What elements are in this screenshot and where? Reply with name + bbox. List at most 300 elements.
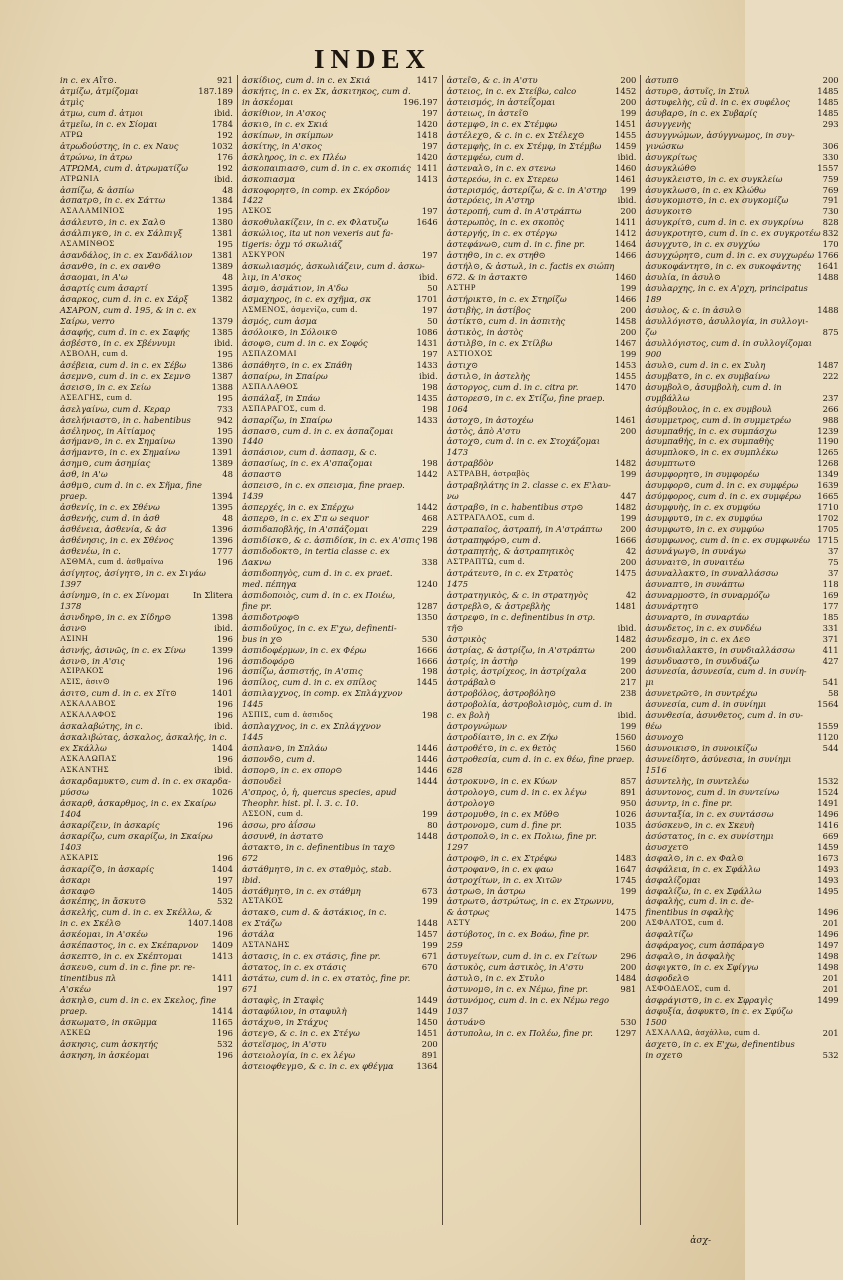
index-term: 1422: [241, 195, 264, 206]
index-term: ἀσκελής, cum d. in c. ex Σκέλλω, &: [60, 907, 213, 918]
page-reference: 192: [216, 162, 233, 173]
index-term: ἀστρίας, & ἀστρίζω, in Α'στράπτω: [446, 644, 595, 655]
index-term: ἀσκαλαβώτης, in c.: [60, 721, 143, 732]
index-entry: [242, 1028, 438, 1039]
page-reference: [634, 842, 636, 853]
index-entry: [60, 426, 233, 437]
index-entry: [447, 513, 637, 524]
index-term: ἀσθενέω, in c.: [60, 545, 121, 556]
page-reference: 196.197: [403, 96, 438, 107]
index-entry: [60, 130, 233, 141]
index-term: ἀστεϊσμος, in Α'στυ: [241, 1038, 327, 1049]
index-term: ΑΣΠΙΣ, cum d. ἀσπιδος: [241, 710, 333, 720]
page-reference: 1702: [817, 513, 839, 524]
index-entry: [242, 886, 438, 897]
page-reference: 1496: [817, 929, 839, 940]
index-entry: [447, 491, 637, 502]
index-entry: [60, 447, 233, 458]
index-term: ἀσυγκλειστ⊙, in c. ex συγκλείω: [645, 173, 783, 184]
page-reference: 532: [822, 1049, 839, 1060]
index-term: ἀστροδίαιτ⊙, in c. ex Ζήω: [446, 732, 558, 743]
index-term: ἀσυνδεσμ⊙, in c. ex Δε⊙: [645, 633, 751, 644]
index-term: ἀσφαλὴς, cum d. in c. de-: [645, 896, 754, 907]
index-entry: [242, 97, 438, 108]
index-term: ἀστειολογία, in c. ex λέγω: [241, 1049, 356, 1060]
page-reference: ibid.: [617, 710, 637, 721]
index-entry: [645, 864, 838, 875]
index-term: ἀστακ⊙, cum d. & ἀστάκιος, in c.: [241, 907, 387, 918]
index-entry: [645, 853, 838, 864]
index-entry: [60, 228, 233, 239]
index-entry: [447, 283, 637, 294]
index-entry: [60, 809, 233, 820]
page-reference: 185: [822, 611, 839, 622]
page-reference: [436, 546, 438, 557]
page-reference: 1418: [416, 129, 438, 140]
page-reference: 427: [822, 655, 839, 666]
index-term: ibid.: [241, 874, 261, 885]
index-entry: [242, 250, 438, 261]
index-entry: [242, 798, 438, 809]
index-entry: [242, 316, 438, 327]
page-reference: [436, 185, 438, 196]
page-reference: 296: [620, 951, 637, 962]
page-reference: [837, 765, 839, 776]
index-entry: [447, 316, 637, 327]
index-entry: [645, 1039, 838, 1050]
page-reference: 118: [822, 578, 839, 589]
index-term: ἀσκώλιος, ita ut non vexeris aut fa-: [241, 228, 394, 239]
index-term: 1297: [446, 841, 469, 852]
index-term: ἀσοφ⊙, cum d. in c. ex Σοφός: [241, 337, 368, 348]
page-reference: 1404: [211, 743, 233, 754]
index-term: ἀσκωματ⊙, in σκῶμμα: [60, 1016, 158, 1027]
index-entry: [645, 940, 838, 951]
page-reference: 1035: [615, 819, 637, 830]
index-entry: [447, 338, 637, 349]
index-entry: [645, 130, 838, 141]
index-entry: [447, 535, 637, 546]
index-entry: [60, 929, 233, 940]
page-reference: [837, 382, 839, 393]
index-term: ἀσυγγενὴς: [645, 118, 692, 129]
index-term: ἀσαφής, cum d. in c. ex Σαφής: [60, 326, 190, 337]
index-entry: [242, 469, 438, 480]
index-term: ἀσπιδίσκ⊙, & c. ἀσπιδίσκ, in c. ex Α'σπις: [241, 535, 420, 546]
index-entry: [645, 294, 838, 305]
index-term: ΑΣΙΡΑΚΟΣ: [60, 666, 105, 676]
index-entry: [60, 316, 233, 327]
index-term: ἀσυγχυτ⊙, in c. ex συγχύω: [645, 239, 760, 250]
index-term: ἀσυνταξία, in c. ex συντάσσω: [645, 808, 774, 819]
index-entry: [242, 217, 438, 228]
index-entry: [447, 634, 637, 645]
index-entry: [645, 732, 838, 743]
index-term: ἀστάλα: [241, 929, 275, 940]
page-reference: [436, 239, 438, 250]
page-reference: 1485: [817, 85, 839, 96]
index-term: ἀσυντελὴς, in συντελέω: [645, 776, 749, 786]
index-term: ἀσκοφορητ⊙, in comp. ex Σκόρδον: [241, 184, 390, 195]
index-term: ἀσπιδοποιὸς, cum d. in c. ex Ποιέω,: [241, 589, 396, 600]
index-entry: [447, 393, 637, 404]
page-reference: 1482: [615, 502, 637, 513]
index-term: ἀσυσχετ⊙: [645, 841, 689, 852]
index-term: & ἀστρως: [446, 907, 490, 918]
index-entry: [645, 842, 838, 853]
index-entry: [447, 590, 637, 601]
index-term: ἀσπλαν⊙, in Σπλάω: [241, 743, 328, 754]
index-entry: [447, 294, 637, 305]
index-term: ἀστροβολία, ἀστροβολισμὸς, cum d. in: [446, 699, 613, 710]
page-reference: [436, 864, 438, 875]
page-reference: 544: [822, 743, 839, 754]
index-term: ἀσκωλιασμός, ἀσκωλιάζειν, cum d. ἀσκω-: [241, 261, 425, 272]
index-term: ἀσκίτης, in Α'σκος: [241, 140, 322, 151]
index-entry: [645, 338, 838, 349]
page-reference: [436, 973, 438, 984]
index-term: ἀσυγκρίτ⊙, cum d. in c. ex συγκρίνω: [645, 217, 804, 228]
index-entry: [242, 294, 438, 305]
index-term: ἀσυνεσία, cum d. in συνίημι: [645, 699, 767, 710]
index-term: ἀσυμπαθὴς, in c. ex συμπαθὴς: [645, 436, 774, 447]
index-entry: [60, 634, 233, 645]
page-reference: [436, 984, 438, 995]
index-term: ΑΤΡΩΝΙΑ: [60, 173, 100, 183]
index-entry: [60, 436, 233, 447]
page-reference: 1389: [211, 261, 233, 272]
index-entry: [645, 875, 838, 886]
index-term: ἀσκέπης, in ἄσκυτ⊙: [60, 896, 147, 907]
page-reference: [436, 436, 438, 447]
index-term: ἀσανθ⊙, in c. ex σανθ⊙: [60, 261, 162, 272]
index-entry: [60, 152, 233, 163]
page-reference: 198: [421, 710, 438, 721]
page-reference: 1442: [416, 502, 438, 513]
index-entry: [447, 831, 637, 842]
index-entry: [645, 524, 838, 535]
index-term: ἀσπάλαξ, in Σπάω: [241, 392, 321, 403]
index-entry: [645, 349, 838, 360]
page-reference: 1399: [211, 644, 233, 655]
index-term: ἀσυνδετος, in c. ex συνδέω: [645, 622, 762, 633]
index-entry: [242, 875, 438, 886]
index-entry: [447, 776, 637, 787]
page-reference: 201: [822, 984, 839, 995]
index-term: ἀστυπολω, in c. ex Πολέω, fine pr.: [446, 1027, 593, 1038]
page-reference: 1460: [615, 272, 637, 283]
index-entry: [645, 195, 838, 206]
index-entry: [447, 940, 637, 951]
page-reference: [436, 480, 438, 491]
index-entry: [242, 119, 438, 130]
page-reference: 197: [421, 206, 438, 217]
index-entry: [447, 272, 637, 283]
index-term: ἀσύστατος, in c. ex συνίστημι: [645, 830, 774, 841]
page-reference: [837, 338, 839, 349]
page-reference: [634, 1006, 636, 1017]
page-reference: 229: [421, 524, 438, 535]
page-reference: [231, 305, 233, 316]
page-reference: 198: [421, 381, 438, 392]
index-term: ἀστρολογ⊙: [446, 797, 496, 808]
index-entry: [645, 820, 838, 831]
page-reference: [837, 1017, 839, 1028]
index-entry: [60, 1050, 233, 1061]
index-entry: [447, 382, 637, 393]
index-term: ἀσυλ⊙, cum d. in c. ex Συλη: [645, 359, 766, 370]
index-term: ἀσπιδοπηγὸς, cum d. in c. ex praet.: [241, 567, 393, 578]
index-entry: [645, 765, 838, 776]
page-reference: [634, 436, 636, 447]
index-entry: [60, 688, 233, 699]
index-entry: [645, 896, 838, 907]
page-reference: 196: [216, 666, 233, 677]
index-entry: [60, 206, 233, 217]
index-term: 259: [446, 940, 463, 951]
index-entry: [242, 338, 438, 349]
index-entry: [447, 787, 637, 798]
index-entry: [242, 1050, 438, 1061]
index-entry: [242, 907, 438, 918]
index-entry: [645, 447, 838, 458]
page-reference: [634, 393, 636, 404]
index-entry: [447, 918, 637, 929]
page-reference: 1414: [211, 1006, 233, 1017]
page-reference: 1381: [211, 250, 233, 261]
page-reference: [634, 754, 636, 765]
index-entry: [60, 842, 233, 853]
index-entry: [242, 360, 438, 371]
index-term: ἀσφαλίζομαι: [645, 874, 701, 885]
page-reference: 1450: [416, 1016, 438, 1027]
index-entry: [242, 688, 438, 699]
index-term: ΑΣΚΕΩ: [60, 1027, 91, 1037]
page-reference: 1391: [211, 447, 233, 458]
index-term: Theophr. hist. pl. l. 3. c. 10.: [241, 797, 359, 808]
index-term: ἀσβέστ⊙, in c. ex Σβέννυμι: [60, 337, 176, 348]
page-reference: 195: [216, 425, 233, 436]
page-reference: 197: [421, 107, 438, 118]
index-entry: [60, 677, 233, 688]
index-term: ἀστὸς, ἀπὸ Α'στυ: [446, 425, 521, 436]
index-term: ἀσκαρίζω, cum σκαρίζω, in Σκαίρω: [60, 830, 213, 841]
index-term: ἀστέλεχ⊙, & c. in c. ex Στέλεχ⊙: [446, 129, 585, 140]
index-entry: [645, 743, 838, 754]
index-term: ΑΣΦΑΛΤΟΣ, cum d.: [645, 918, 725, 928]
page-reference: 195: [216, 206, 233, 217]
index-term: ἀστεροπή, cum d. in Α'στράπτω: [446, 206, 582, 217]
index-entry: [645, 185, 838, 196]
page-reference: 1665: [817, 491, 839, 502]
index-entry: [645, 579, 838, 590]
page-reference: 196: [216, 1049, 233, 1060]
index-entry: [60, 272, 233, 283]
index-entry: [447, 798, 637, 809]
index-entry: [242, 535, 438, 546]
index-entry: [447, 557, 637, 568]
index-entry: [645, 929, 838, 940]
index-entry: [60, 97, 233, 108]
index-entry: [645, 436, 838, 447]
index-term: ΑΣΙΝΗ: [60, 633, 89, 643]
index-entry: [447, 447, 637, 458]
page-reference: 1475: [615, 567, 637, 578]
index-entry: [447, 875, 637, 886]
index-term: ἀστειως, in ἀστεῖ⊙: [446, 107, 529, 118]
index-entry: [60, 1006, 233, 1017]
page-reference: 1349: [817, 469, 839, 480]
index-term: bus in χ⊙: [241, 633, 283, 644]
index-entry: [60, 820, 233, 831]
page-reference: 1446: [416, 765, 438, 776]
index-term: ἀσκαρδαμυκτ⊙, cum d. in c. ex σκαρδα-: [60, 776, 231, 786]
index-entry: [60, 1017, 233, 1028]
index-entry: [447, 206, 637, 217]
index-entry: [645, 557, 838, 568]
index-entry: [645, 250, 838, 261]
index-entry: [60, 579, 233, 590]
index-entry: [242, 174, 438, 185]
index-term: 1445: [241, 732, 264, 743]
page-reference: 1268: [817, 458, 839, 469]
index-term: ΑΣΚΑΝΤΗΣ: [60, 765, 110, 775]
page-reference: 199: [620, 721, 637, 732]
page-reference: 58: [827, 688, 839, 699]
page-reference: 1445: [416, 677, 438, 688]
page-reference: [231, 842, 233, 853]
page-reference: 237: [822, 392, 839, 403]
page-reference: 1666: [615, 535, 637, 546]
index-term: ἀσυλλόγιστος, cum d. in συλλογίζομαι: [645, 337, 813, 348]
page-reference: 447: [620, 491, 637, 502]
index-entry: [645, 261, 838, 272]
page-reference: 48: [222, 469, 233, 480]
index-entry: [645, 710, 838, 721]
index-term: ἀσκέομαι, in Α'σκέω: [60, 929, 148, 940]
index-term: ἀστραπαῖος, ἀστραπή, in Α'στράπτω: [446, 524, 603, 535]
index-entry: [242, 601, 438, 612]
index-entry: [447, 480, 637, 491]
index-term: ΑΣΠΑΖΟΜΑΙ: [241, 348, 297, 358]
index-term: ἀσπλαγχνος, in c. ex Σπλάγχνον: [241, 721, 381, 732]
index-term: ἀστάτω, cum d. in c. ex στατὸς, fine pr.: [241, 973, 411, 984]
index-term: ἀσφιγκτ⊙, in c. ex Σφίγγω: [645, 962, 759, 973]
page-reference: 199: [620, 283, 637, 294]
index-entry: [242, 612, 438, 623]
index-entry: [60, 875, 233, 886]
index-entry: [242, 918, 438, 929]
index-entry: [60, 491, 233, 502]
index-entry: [447, 984, 637, 995]
index-term: ἀσφαλίζω, in c. ex Σφάλλω: [645, 885, 762, 896]
page-reference: [231, 480, 233, 491]
index-term: ἀσκηση, in ἀσκέομαι: [60, 1049, 150, 1060]
index-term: ἀσήμαν⊙, in c. ex Σημαίνω: [60, 436, 176, 447]
page-reference: 222: [822, 370, 839, 381]
index-term: ἀσφαλτίζω: [645, 929, 693, 940]
index-entry: [60, 754, 233, 765]
page-reference: 217: [620, 677, 637, 688]
page-reference: 200: [620, 918, 637, 929]
page-reference: 1641: [817, 261, 839, 272]
index-term: ἀσυγκομιστ⊙, in c. ex συγκομίζω: [645, 195, 789, 206]
page-reference: 1448: [416, 918, 438, 929]
page-reference: [436, 426, 438, 437]
index-term: ἀστροθεσία, cum d. in c. ex θέω, fine praep.: [446, 754, 635, 765]
index-entry: [447, 141, 637, 152]
index-term: ΑΣΤΗΡ: [446, 283, 477, 293]
index-entry: [242, 765, 438, 776]
page-reference: 196: [216, 633, 233, 644]
index-entry: [447, 896, 637, 907]
index-entry: [242, 656, 438, 667]
page-reference: 1026: [211, 786, 233, 797]
index-term: ἀστήλ⊙, & ἀστωλ, in c. factis ex σιώπη: [446, 261, 615, 272]
page-reference: 1457: [416, 929, 438, 940]
index-term: ἀσυμπαθής, in c. ex συμπάσχω: [645, 425, 777, 436]
index-entry: [447, 458, 637, 469]
index-term: ἀστορεσ⊙, in c. ex Στίζω, fine praep.: [446, 392, 605, 403]
page-reference: 1452: [615, 85, 637, 96]
index-term: ἀσκοπιασμα: [241, 173, 296, 184]
page-reference: 988: [822, 414, 839, 425]
index-entry: [447, 436, 637, 447]
page-reference: 1784: [211, 118, 233, 129]
page-reference: 1401: [211, 688, 233, 699]
page-reference: [837, 349, 839, 360]
page-reference: 201: [822, 1027, 839, 1038]
index-term: ἀσάλπιγκ⊙, in c. ex Σάλπιγξ: [60, 228, 183, 239]
page-reference: 1350: [416, 611, 438, 622]
index-entry: [242, 283, 438, 294]
page-reference: 1411: [615, 217, 637, 228]
index-term: 1403: [60, 841, 82, 852]
page-reference: 1413: [416, 173, 438, 184]
index-entry: [60, 86, 233, 97]
index-entry: [60, 174, 233, 185]
index-term: ἀσπάσιον, cum d. ἀσπασμ, & c.: [241, 447, 377, 458]
index-term: Δακνω: [241, 556, 272, 567]
index-term: ΑΣΤΑΚΟΣ: [241, 896, 284, 906]
index-entry: [242, 327, 438, 338]
index-entry: [645, 283, 838, 294]
page-reference: 1498: [817, 951, 839, 962]
page-reference: 1417: [416, 75, 438, 85]
page-reference: 197: [216, 984, 233, 995]
index-term: ἀσιν⊙, in Α'σις: [60, 655, 125, 666]
index-entry: [60, 141, 233, 152]
page-reference: 199: [620, 184, 637, 195]
index-entry: [242, 524, 438, 535]
index-term: ἀστάθμητ⊙, in c. ex σταθμὸς, stab.: [241, 863, 392, 874]
index-term: ἀσανδάλος, in c. ex Σανδάλιον: [60, 250, 193, 261]
index-term: ἀσυμβατ⊙, in c. ex συμβαίνω: [645, 370, 770, 381]
index-term: ἀστραβηλάτης in 2. classe c. ex Ε'λαυ-: [446, 480, 611, 491]
index-term: ΑΣΤΡΑΒΗ, ἀστραβὸς: [446, 469, 530, 479]
index-entry: [60, 393, 233, 404]
index-entry: [447, 842, 637, 853]
index-term: ἀσημ⊙, cum ἀσημίας: [60, 458, 151, 469]
index-term: ἀτρώνω, in ἀτρω: [60, 151, 133, 162]
page-reference: [837, 754, 839, 765]
index-entry: [645, 502, 838, 513]
index-entry: [60, 217, 233, 228]
index-term: ἀσπονδ⊙, cum d.: [241, 754, 316, 765]
index-entry: [645, 656, 838, 667]
index-term: ἀσπιδοφέρμων, in c. ex Φέρω: [241, 644, 367, 655]
index-term: ἀστυφελὴς, cū d. in c. ex συφέλος: [645, 96, 790, 107]
